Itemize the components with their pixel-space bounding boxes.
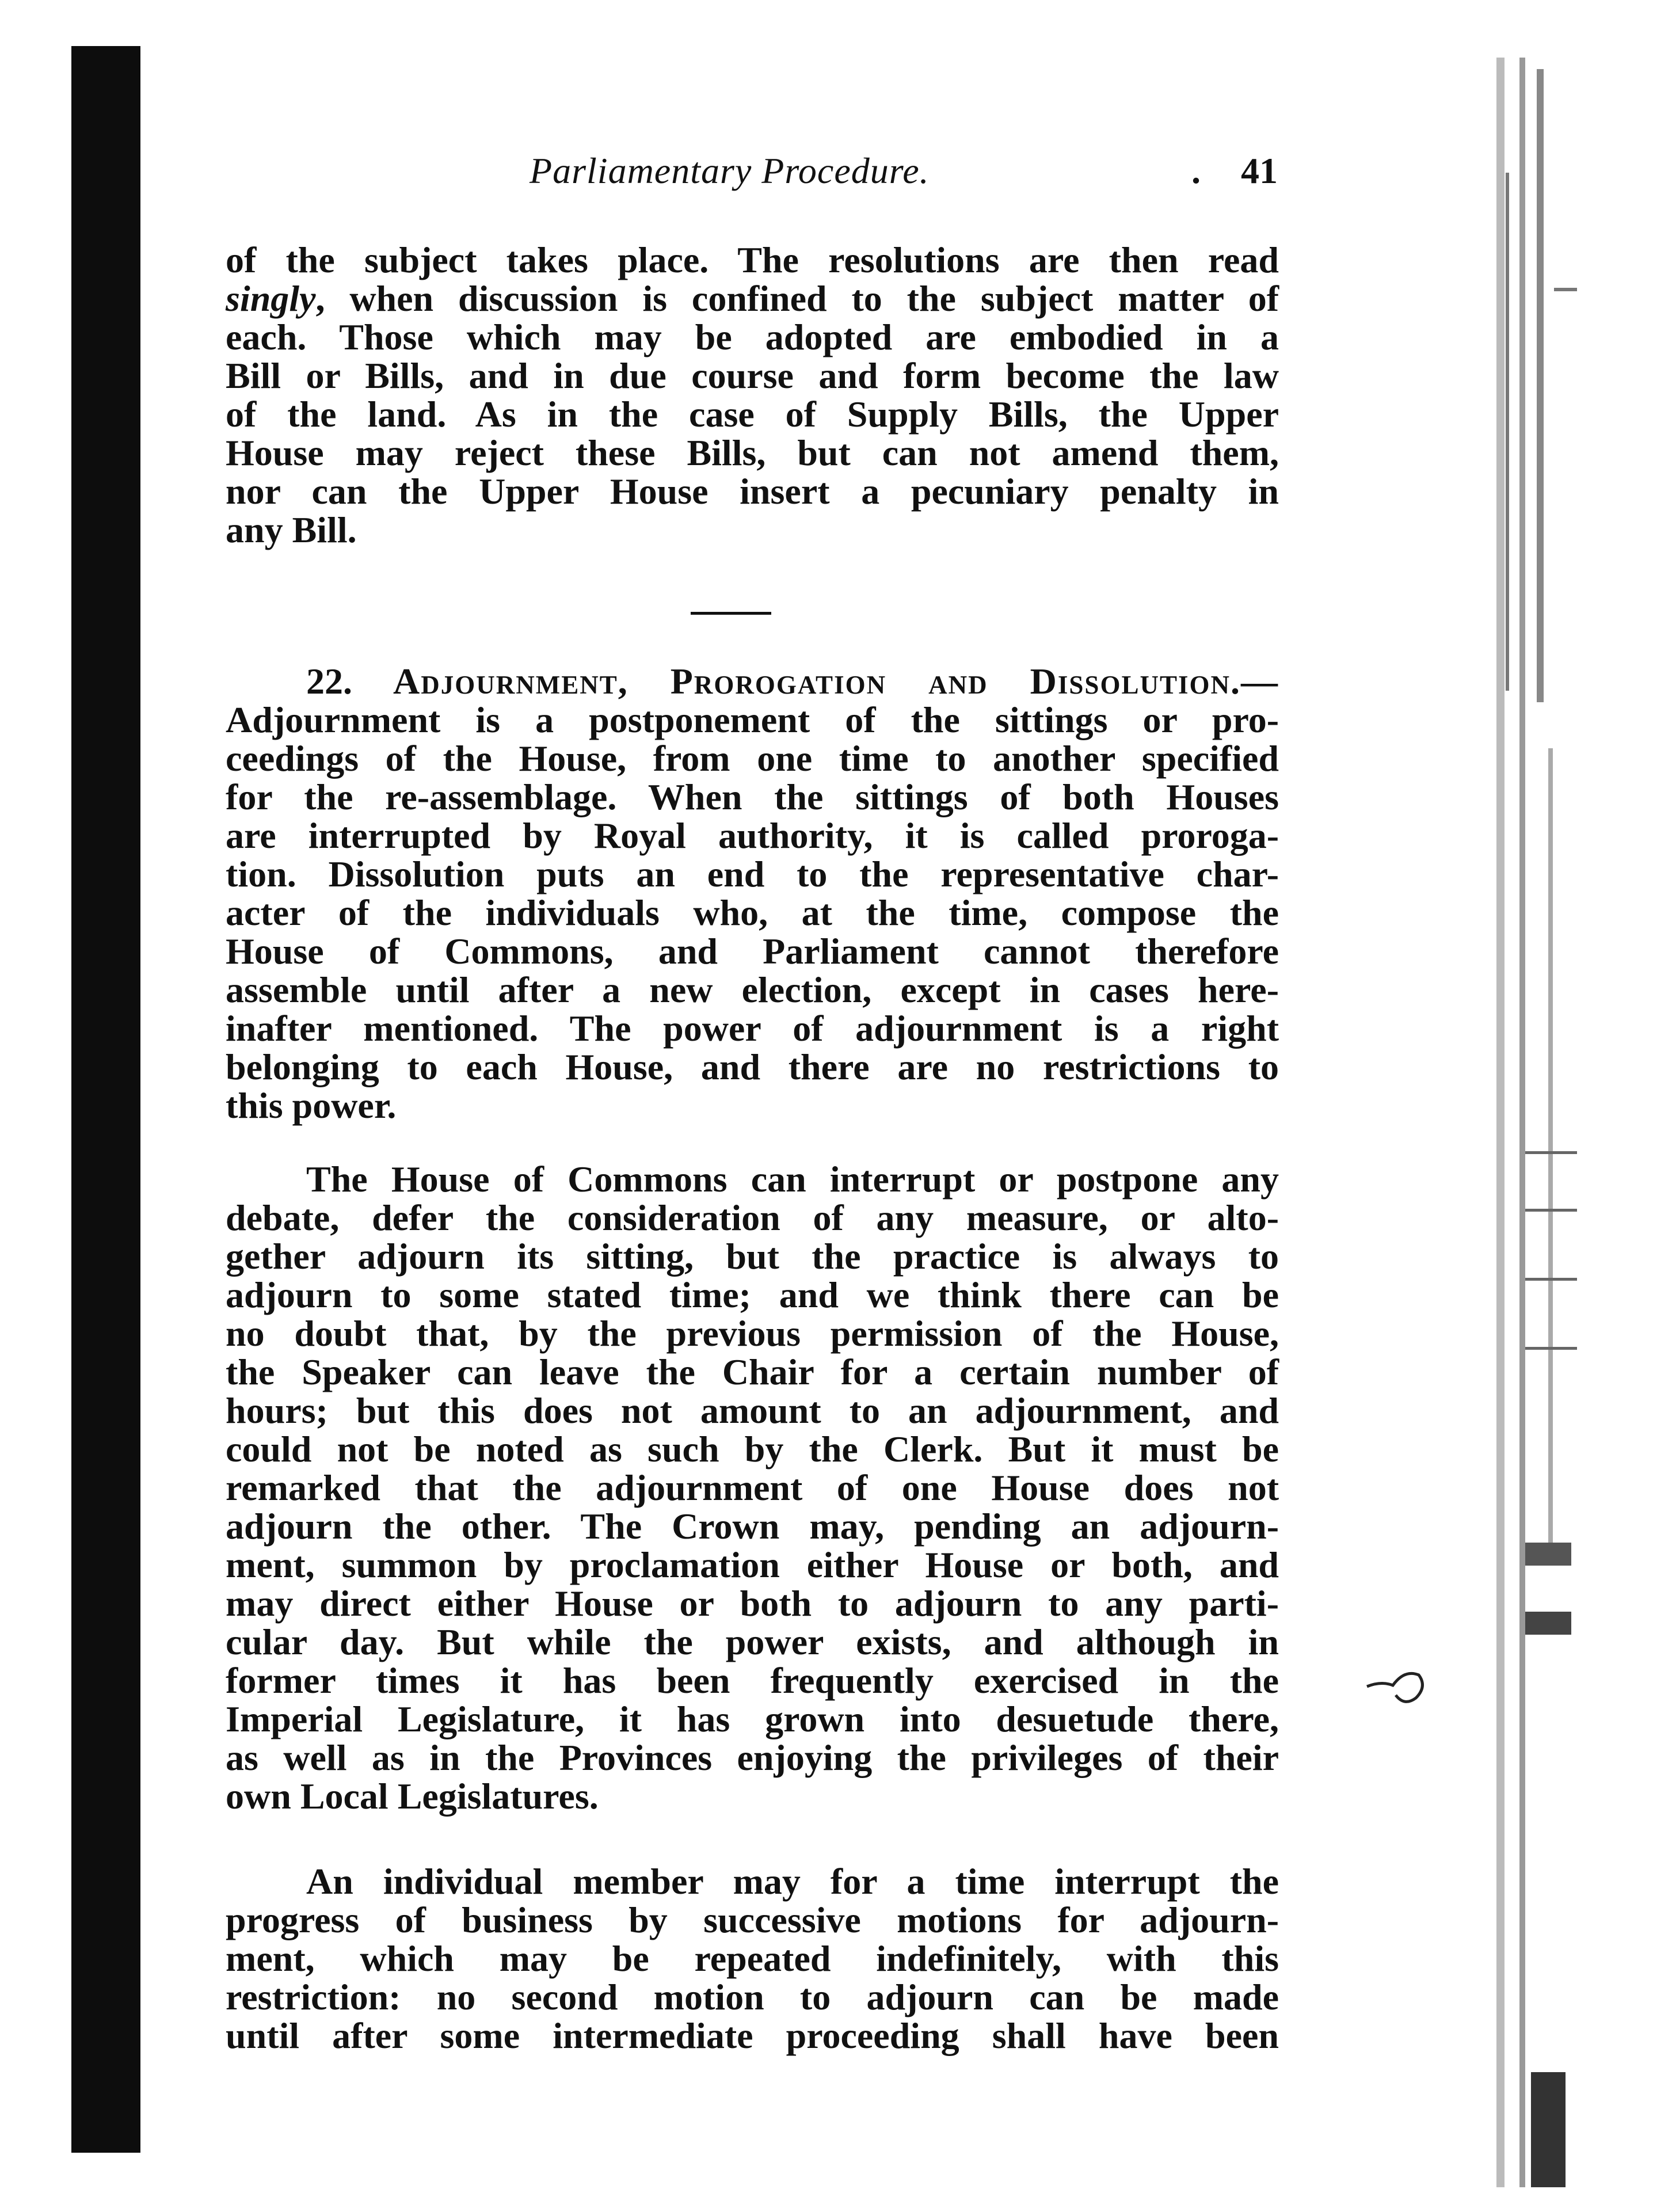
text-line: for the re-assemblage. When the sittings of both Houses (226, 776, 1279, 817)
paragraph-continuation (226, 241, 1279, 549)
text-line: any Bill. (226, 509, 357, 550)
text-line: Imperial Legislature, it has grown into desuetude there, (226, 1699, 1279, 1739)
text-line: singly, when discussion is confined to the subject matter of (226, 278, 1279, 319)
text-line: tion. Dissolution puts an end to the representative char- (226, 854, 1279, 894)
text-line: nor can the Upper House insert a pecuniary penalty in (226, 471, 1279, 512)
section-heading-line (226, 662, 1279, 700)
text-line: acter of the individuals who, at the time, compose the (226, 892, 1279, 933)
text-line: House may reject these Bills, but can not amend them, (226, 432, 1279, 473)
scanned-edge-noise (1485, 58, 1589, 2187)
text-line: of the land. As in the case of Supply Bills, the Upper (226, 394, 1279, 435)
text-line: this power. (226, 1085, 397, 1126)
text-line: of the subject takes place. The resolutions are then read (226, 239, 1279, 280)
text-line: each. Those which may be adopted are embodied in a (226, 317, 1279, 357)
page-number-value: 41 (1241, 150, 1278, 191)
text-line: cular day. But while the power exists, and although in (226, 1621, 1279, 1662)
text-line: restriction: no second motion to adjourn can be made (226, 1977, 1279, 2017)
text-line: could not be noted as such by the Clerk. But it must be (226, 1429, 1279, 1469)
text-line: ceedings of the House, from one time to another specified (226, 738, 1279, 779)
text-line: adjourn to some stated time; and we think there can be (226, 1274, 1279, 1315)
text-line: may direct either House or both to adjourn to any parti- (226, 1583, 1279, 1624)
text-line: the Speaker can leave the Chair for a certain number of (226, 1351, 1279, 1392)
page-header (230, 150, 1278, 207)
text-line: are interrupted by Royal authority, it is called proroga- (226, 815, 1279, 856)
text-line: Adjournment is a postponement of the sittings or pro- (226, 699, 1279, 740)
text-line: former times it has been frequently exercised in the (226, 1660, 1279, 1701)
binding-shadow (71, 46, 140, 2153)
text-line: as well as in the Provinces enjoying the privileges of their (226, 1737, 1279, 1778)
text-line: remarked that the adjournment of one House does not (226, 1467, 1279, 1508)
text-line: House of Commons, and Parliament cannot therefore (226, 931, 1279, 972)
section-heading: Adjournment, Prorogation and Dissolution.— (393, 661, 1279, 702)
section-divider (691, 612, 771, 615)
text-line: Bill or Bills, and in due course and form become the law (226, 355, 1279, 396)
text-line: inafter mentioned. The power of adjournment is a right (226, 1008, 1279, 1049)
paragraph-member (226, 1862, 1279, 2055)
section-number: 22. (306, 661, 352, 702)
paragraph-commons (226, 1160, 1279, 1815)
text-line: An individual member may for a time interrupt the (306, 1861, 1279, 1902)
running-head: Parliamentary Procedure. (530, 150, 930, 191)
text-line: debate, defer the consideration of any measure, or alto- (226, 1197, 1279, 1238)
text-line: progress of business by successive motions for adjourn- (226, 1899, 1279, 1940)
text-line: The House of Commons can interrupt or postpone any (306, 1159, 1279, 1200)
text-line: ment, which may be repeated indefinitely, with this (226, 1938, 1279, 1979)
text-line: own Local Legislatures. (226, 1776, 599, 1817)
margin-pencil-mark (1364, 1663, 1433, 1710)
text-line: assemble until after a new election, except in cases here- (226, 969, 1279, 1010)
text-line: no doubt that, by the previous permission of the House, (226, 1313, 1279, 1354)
page-number: . 41 (1191, 150, 1278, 191)
text-line: adjourn the other. The Crown may, pending an adjourn- (226, 1506, 1279, 1547)
text-line: until after some intermediate proceeding shall have been (226, 2015, 1279, 2056)
section-22 (226, 662, 1279, 1125)
text-line: gether adjourn its sitting, but the practice is always to (226, 1236, 1279, 1277)
text-line: belonging to each House, and there are no restrictions to (226, 1046, 1279, 1087)
text-line: ment, summon by proclamation either House or both, and (226, 1544, 1279, 1585)
text-line: hours; but this does not amount to an adjournment, and (226, 1390, 1279, 1431)
